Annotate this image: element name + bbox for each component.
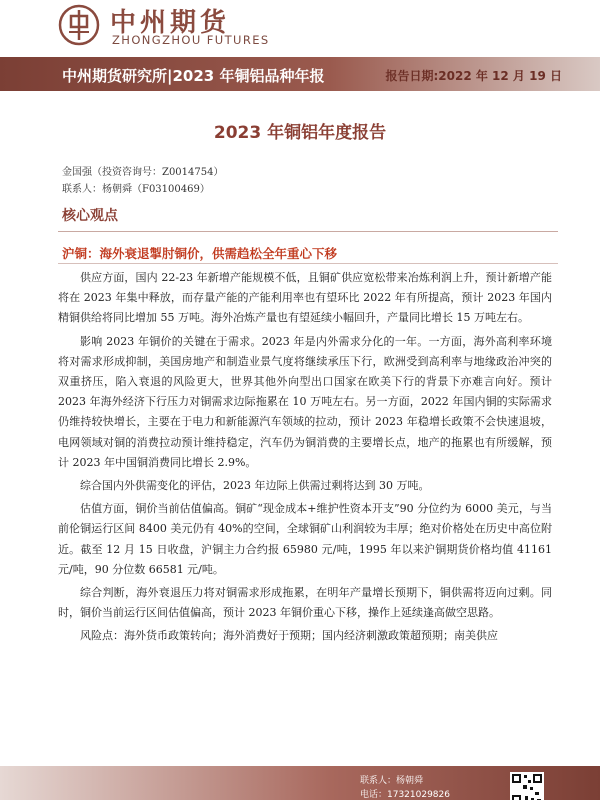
section-divider [58, 231, 558, 232]
company-logo [58, 2, 318, 52]
subsection-heading: 沪铜：海外衰退掣肘铜价，供需趋松全年重心下移 [62, 246, 338, 261]
footer-contact: 联系人：杨朝舜 [360, 776, 424, 786]
page-footer [0, 766, 600, 800]
logo-name-cn: 中州期货 [110, 8, 231, 38]
report-date: 报告日期:2022 年 12 月 19 日 [385, 69, 562, 83]
paragraph: 综合判断，海外衰退压力将对铜需求形成拖累，在明年产量增长预期下，铜供需将迈向过剩。同时，铜价当前运行区间估值偏高，预计 2023 年铜价重心下移，操作上延续逢高做空思路。 [58, 586, 552, 620]
paragraph: 估值方面，铜价当前估值偏高。铜矿“现金成本+维护性资本开支”90 分位约为 6000 美元，与当前伦铜运行区间 8400 美元仍有 40%的空间，全球铜矿山利润较为丰厚；绝对价格处在历史中高位附近。截至 12 月 15 日收盘，沪铜主力合约报 65980 元/吨，1995 年以来沪铜期货价格均值 41161 元/吨，90 分位数 66581 元/吨。 [58, 502, 552, 576]
paragraph: 风险点：海外货币政策转向；海外消费好于预期；国内经济刺激政策超预期；南美供应 [80, 629, 498, 643]
logo-name-en: ZHONGZHOU FUTURES [112, 33, 270, 47]
paragraph: 影响 2023 年铜价的关键在于需求。2023 年是内外需求分化的一年。一方面，海外高利率环境将对需求形成抑制，美国房地产和制造业景气度将继续承压下行，欧洲受到高利率与地缘政治冲突的双重挤压，陷入衰退的风险更大，世界其他外向型出口国家在欧美下行的背景下亦难言向好。预计 2023 年海外经济下行压力对铜需求边际拖累在 10 万吨左右。另一方面，2022 年国内铜的实际需求仍维持较快增长，主要在于电力和新能源汽车领域的拉动，预计 2023 年稳增长政策不会快速退坡，电网领域对铜的消费拉动预计维持稳定，汽车仍为铜消费的主要增长点，地产的拖累也有所缓解，预计 2023 年中国铜消费同比增长 2.9%。 [58, 334, 552, 469]
body-text [58, 268, 552, 650]
report-banner [0, 57, 600, 91]
section-heading: 核心观点 [62, 208, 118, 224]
contact-line: 联系人：杨朝舜（F03100469） [62, 184, 210, 195]
paragraph: 供应方面，国内 22-23 年新增产能规模不低，且铜矿供应宽松带来冶炼利润上升，预计新增产能将在 2023 年集中释放，而存量产能的产能利用率也有望环比 2022 年有所提高，预计 2023 年国内精铜供给将同比增加 55 万吨。海外冶炼产量也有望延续小幅回升，产量同比增长 15 万吨左右。 [58, 271, 552, 325]
document-title: 2023 年铜铝年度报告 [213, 123, 387, 143]
paragraph: 综合国内外供需变化的评估，2023 年边际上供需过剩将达到 30 万吨。 [80, 479, 430, 493]
logo-emblem-icon [58, 4, 100, 46]
subsection-divider [58, 263, 558, 264]
qr-code-icon [510, 772, 544, 800]
banner-title: 中州期货研究所|2023 年铜铝品种年报 [62, 67, 325, 85]
footer-phone: 电话：17321029826 [360, 790, 450, 800]
author-line: 金国强（投资咨询号：Z0014754） [62, 167, 224, 178]
